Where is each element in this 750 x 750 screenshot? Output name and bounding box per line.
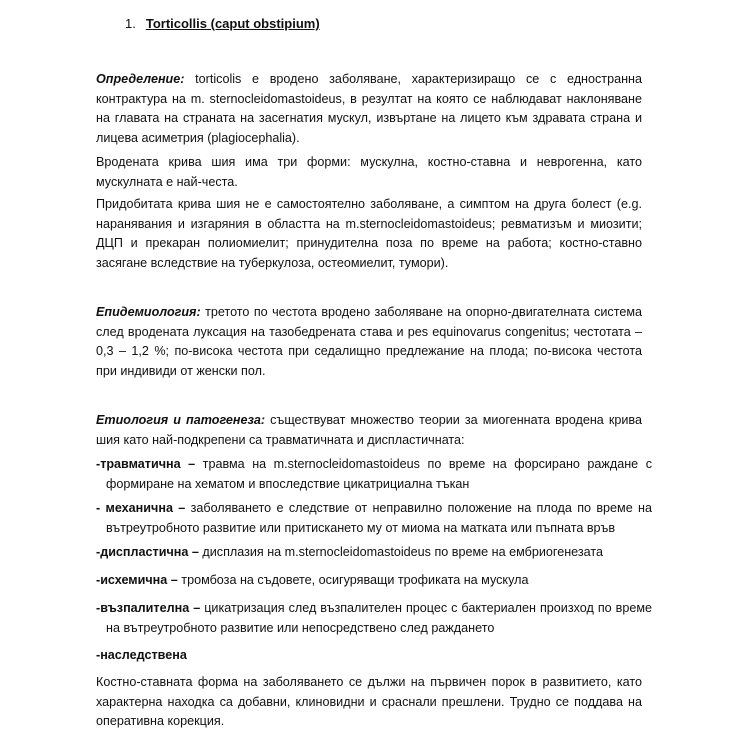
definition-text: torticolis е вродено заболяване, характеризиращо се с едностранна контрактура на m. sternocleidomastoideus, в резултат на която се наблюдават наклоняване на главата на страната на засегнатия мускул, извъртане на лицето към здравата страна и лицева асиметрия (plagiocephalia). (96, 72, 642, 145)
epidemiology-paragraph (96, 303, 642, 381)
forms-paragraph: Вродената крива шия има три форми: мускулна, костно-ставна и неврогенна, като мускулната е най-честа. (96, 155, 642, 189)
bullet-term: -възпалителна – (96, 601, 201, 615)
list-item (96, 571, 652, 591)
epidemiology-lead: Епидемиология: (96, 305, 201, 319)
epidemiology-text: третото по честота вродено заболяване на опорно-двигателната система след вродената луксация на тазобедрената става и pes equinovarus congenitus; честотата – 0,3 – 1,2 %; по-висока честота при седалищно предлежание на плода; по-висока честота при индивиди от женски пол. (96, 305, 642, 378)
etiology-paragraph (96, 411, 642, 450)
definition-paragraph (96, 70, 642, 148)
bullet-text: заболяването е следствие от неправилно положение на плода по време на вътреутробното развитие или притискането му от миома на матката или пъпната връв (106, 501, 652, 535)
etiology-lead: Етиология и патогенеза: (96, 413, 266, 427)
bullet-text: цикатризация след възпалителен процес с бактериален произход по време на вътреутробното развитие или непосредствено след раждането (106, 601, 652, 635)
bullet-term: -исхемична – (96, 573, 178, 587)
list-item (96, 499, 652, 538)
section-title-text: Torticollis (caput obstipium) (145, 16, 320, 31)
definition-lead: Определение: (96, 72, 185, 86)
list-item (96, 543, 652, 563)
section-title (125, 14, 320, 34)
bullet-term: -травматична – (96, 457, 196, 471)
bullet-term: -наследствена (96, 648, 187, 662)
bullet-text: травма на m.sternocleidomastoideus по време на форсирано раждане с формиране на хематом и впоследствие цикатрициална тъкан (106, 457, 652, 491)
bullet-text: дисплазия на m.sternocleidomastoideus по време на ембриогенезата (198, 545, 604, 559)
etiology-text: съществуват множество теории за миогенната вродена крива шия като най-подкрепени са травматичната и диспластичната: (96, 413, 642, 447)
section-number: 1. (125, 16, 136, 31)
bullet-text: тромбоза на съдовете, осигуряващи трофиката на мускула (177, 573, 529, 587)
bullet-term: -диспластична – (96, 545, 199, 559)
acquired-paragraph: Придобитата крива шия не е самостоятелно заболяване, а симптом на друга болест (e.g. наранявания и изгаряния в областта на m.sternocleidomastoideus; ревматизъм и миозити; ДЦП и прекаран полиомиелит; принудителна поза по време на работа; костно-ставно засягане вследствие на туберкулоза, остеомиелит, тумори). (96, 197, 642, 270)
bullet-term: - механична – (96, 501, 186, 515)
bone-form-paragraph: Костно-ставната форма на заболяването се дължи на първичен порок в развитието, като характерна находка са добавни, клиновидни и сраснали прешлени. Трудно се поддава на оперативна корекция. (96, 675, 642, 728)
list-item (96, 455, 652, 494)
list-item (96, 599, 652, 638)
list-item (96, 646, 652, 666)
